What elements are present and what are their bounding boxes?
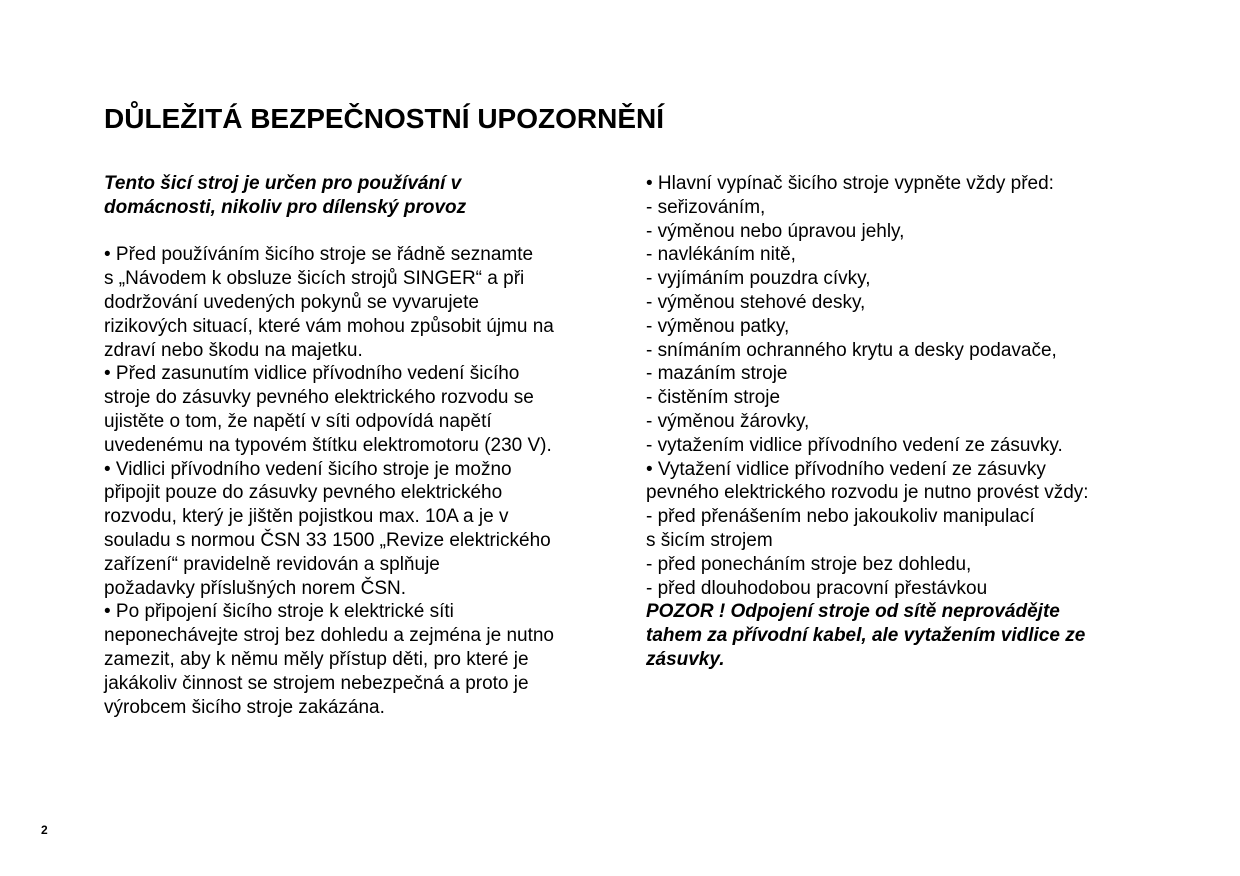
paragraph-spacer: [104, 220, 604, 244]
text-line: • Vytažení vidlice přívodního vedení ze zásuvky: [646, 458, 1046, 480]
text-line: s „Návodem k obsluze šicích strojů SINGER“ a při: [104, 268, 525, 290]
text-line: - navlékáním nitě,: [646, 244, 796, 266]
text-line: - snímáním ochranného krytu a desky podavače,: [646, 339, 1057, 361]
page-title: DŮLEŽITÁ BEZPEČNOSTNÍ UPOZORNĚNÍ: [104, 103, 665, 134]
text-line: - výměnou žárovky,: [646, 410, 810, 432]
intro-line: Tento šicí stroj je určen pro používání v: [104, 173, 462, 194]
text-line: - vytažením vidlice přívodního vedení ze zásuvky.: [646, 434, 1063, 456]
text-line: požadavky příslušných norem ČSN.: [104, 577, 407, 599]
text-line: • Před používáním šicího stroje se řádně seznamte: [104, 244, 534, 266]
text-line: pevného elektrického rozvodu je nutno provést vždy:: [646, 482, 1089, 504]
text-line: - mazáním stroje: [646, 363, 788, 385]
switch-off-instructions: [646, 172, 1166, 600]
text-line: připojit pouze do zásuvky pevného elektrického: [104, 482, 503, 504]
warning-line: zásuvky.: [646, 648, 725, 670]
text-line: s šicím strojem: [646, 529, 773, 551]
text-line: - před dlouhodobou pracovní přestávkou: [646, 577, 988, 599]
text-line: rozvodu, který je jištěn pojistkou max. 10A a je v: [104, 506, 509, 528]
left-column: [104, 172, 604, 719]
warning-note: [646, 600, 1166, 671]
text-line: zamezit, aby k němu měly přístup děti, pro které je: [104, 648, 529, 670]
safety-instructions: [104, 243, 604, 719]
text-line: výrobcem šicího stroje zakázána.: [104, 696, 385, 718]
text-line: - vyjímáním pouzdra cívky,: [646, 268, 871, 290]
right-column: [646, 172, 1166, 672]
intro-paragraph: [104, 172, 604, 220]
text-line: neponechávejte stroj bez dohledu a zejména je nutno: [104, 625, 554, 647]
text-line: - výměnou patky,: [646, 315, 790, 337]
text-line: • Hlavní vypínač šicího stroje vypněte vždy před:: [646, 173, 1054, 194]
text-line: jakákoliv činnost se strojem nebezpečná a proto je: [104, 672, 529, 694]
text-line: • Vidlici přívodního vedení šicího stroje je možno: [104, 458, 512, 480]
text-line: • Před zasunutím vidlice přívodního vedení šicího: [104, 363, 520, 385]
text-line: zdraví nebo škodu na majetku.: [104, 339, 363, 361]
text-line: stroje do zásuvky pevného elektrického rozvodu se: [104, 387, 534, 409]
page-number: 2: [41, 823, 48, 837]
text-line: - seřizováním,: [646, 196, 766, 218]
intro-line: domácnosti, nikoliv pro dílenský provoz: [104, 196, 467, 218]
text-line: - před přenášením nebo jakoukoliv manipulací: [646, 506, 1035, 528]
warning-line: POZOR ! Odpojení stroje od sítě neprovádějte: [646, 601, 1060, 623]
text-line: dodržování uvedených pokynů se vyvarujete: [104, 291, 479, 313]
text-line: - výměnou stehové desky,: [646, 291, 866, 313]
text-line: - čistěním stroje: [646, 387, 781, 409]
text-line: - před ponecháním stroje bez dohledu,: [646, 553, 972, 575]
text-line: uvedenému na typovém štítku elektromotoru (230 V).: [104, 434, 552, 456]
text-line: souladu s normou ČSN 33 1500 „Revize elektrického: [104, 529, 551, 551]
text-line: rizikových situací, které vám mohou způsobit újmu na: [104, 315, 554, 337]
text-line: • Po připojení šicího stroje k elektrické síti: [104, 601, 454, 623]
warning-line: tahem za přívodní kabel, ale vytažením vidlice ze: [646, 625, 1086, 647]
text-line: - výměnou nebo úpravou jehly,: [646, 220, 905, 242]
text-line: ujistěte o tom, že napětí v síti odpovídá napětí: [104, 410, 492, 432]
text-line: zařízení“ pravidelně revidován a splňuje: [104, 553, 440, 575]
